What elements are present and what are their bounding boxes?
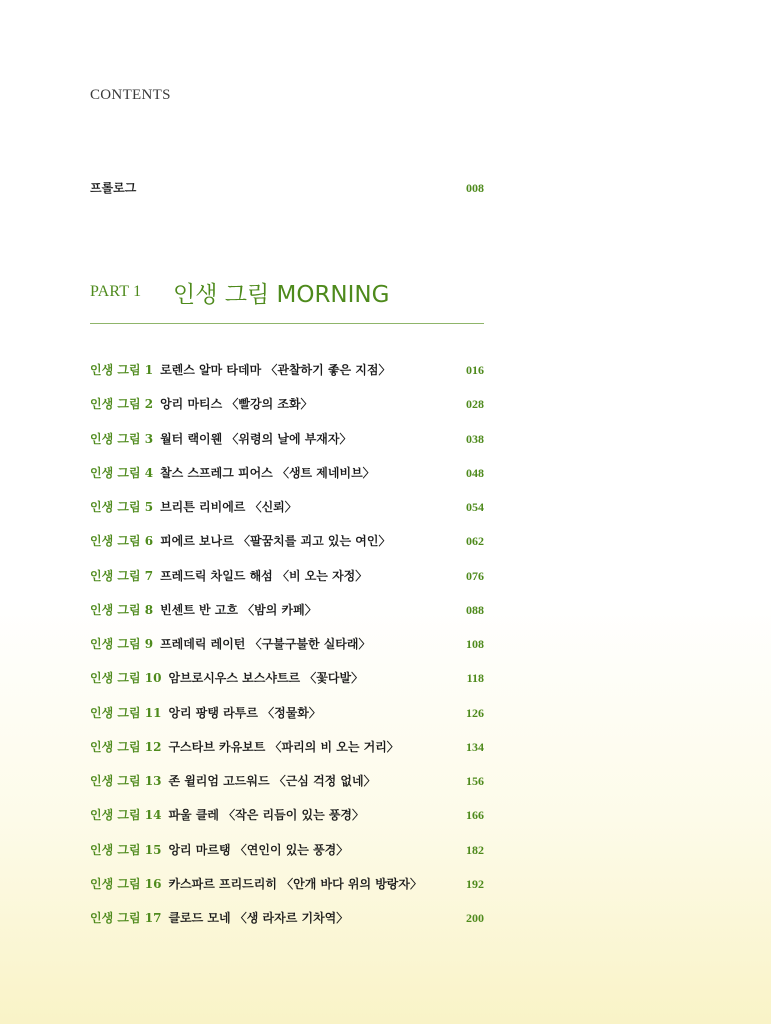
entry-text bbox=[90, 566, 367, 586]
entry-text bbox=[90, 703, 321, 723]
entry-text bbox=[90, 600, 317, 620]
toc-entry[interactable] bbox=[90, 531, 484, 551]
toc-entry[interactable] bbox=[90, 429, 484, 449]
entry-text bbox=[90, 908, 348, 928]
entry-text bbox=[90, 771, 376, 791]
contents-heading: CONTENTS bbox=[90, 87, 171, 103]
page-number: 192 bbox=[466, 876, 484, 891]
page-number: 048 bbox=[466, 465, 484, 480]
page-number: 038 bbox=[466, 431, 484, 446]
entry-text bbox=[90, 634, 371, 654]
toc-entry[interactable] bbox=[90, 771, 484, 791]
page-number: 156 bbox=[466, 774, 484, 788]
entry-title: 카스파르 프리드리히 〈안개 바다 위의 방랑자〉 bbox=[168, 876, 422, 891]
toc-entry[interactable] bbox=[90, 668, 484, 688]
toc-entry[interactable] bbox=[90, 360, 484, 380]
part-title: 인생 그림 MORNING bbox=[173, 282, 390, 308]
toc-entry[interactable] bbox=[90, 394, 484, 414]
page-number: 182 bbox=[466, 842, 484, 857]
entry-title: 프레데릭 레이턴 〈구불구불한 실타래〉 bbox=[160, 637, 371, 651]
entry-title: 피에르 보나르 〈팔꿈치를 괴고 있는 여인〉 bbox=[160, 534, 391, 549]
toc-entry-prologue[interactable] bbox=[90, 178, 484, 198]
entry-text bbox=[90, 805, 364, 825]
toc-entry[interactable] bbox=[90, 566, 484, 586]
page-number: 016 bbox=[466, 363, 484, 377]
toc-entry[interactable] bbox=[90, 463, 484, 483]
page-number: 076 bbox=[466, 568, 484, 583]
entry-number: 인생 그림 6 bbox=[90, 534, 154, 549]
prologue-title: 프롤로그 bbox=[90, 181, 137, 195]
entry-number: 인생 그림 4 bbox=[90, 465, 154, 480]
entry-title: 로렌스 알마 타데마 〈관찰하기 좋은 지점〉 bbox=[160, 363, 391, 377]
toc-entry[interactable] bbox=[90, 840, 484, 860]
entry-number: 인생 그림 3 bbox=[90, 431, 154, 446]
entry-text bbox=[90, 429, 352, 449]
page-number: 118 bbox=[466, 671, 484, 686]
entry-number: 인생 그림 7 bbox=[90, 568, 154, 583]
entry-title: 앙리 마르탱 〈연인이 있는 풍경〉 bbox=[168, 842, 349, 857]
entry-text bbox=[90, 497, 297, 517]
entry-title: 월터 랙이웬 〈위령의 날에 부재자〉 bbox=[160, 431, 352, 446]
entry-text bbox=[90, 737, 399, 757]
page-number: 008 bbox=[466, 181, 484, 195]
toc-entry[interactable] bbox=[90, 703, 484, 723]
entry-title: 앙리 마티스 〈빨강의 조화〉 bbox=[160, 397, 313, 412]
toc-entry[interactable] bbox=[90, 805, 484, 825]
entry-text bbox=[90, 668, 363, 688]
part-label: PART 1 bbox=[90, 283, 142, 300]
entry-text bbox=[90, 360, 390, 380]
entry-number: 인생 그림 9 bbox=[90, 637, 154, 651]
page-number: 054 bbox=[466, 500, 484, 514]
entry-title: 앙리 팡탱 라투르 〈정물화〉 bbox=[168, 705, 321, 720]
toc-entry[interactable] bbox=[90, 737, 484, 757]
entry-number: 인생 그림 5 bbox=[90, 500, 154, 514]
toc-entry[interactable] bbox=[90, 908, 484, 928]
page-number: 126 bbox=[466, 705, 484, 720]
entry-title: 클로드 모네 〈생 라자르 기차역〉 bbox=[168, 911, 349, 925]
entry-number: 인생 그림 16 bbox=[90, 876, 162, 891]
entry-text bbox=[90, 394, 313, 414]
page-number: 200 bbox=[466, 911, 484, 925]
toc-entry[interactable] bbox=[90, 497, 484, 517]
toc-entry[interactable] bbox=[90, 600, 484, 620]
page-number: 134 bbox=[466, 739, 484, 754]
divider bbox=[90, 323, 484, 324]
entry-number: 인생 그림 11 bbox=[90, 705, 162, 720]
entry-number: 인생 그림 12 bbox=[90, 739, 162, 754]
entry-title: 구스타브 카유보트 〈파리의 비 오는 거리〉 bbox=[168, 739, 399, 754]
page-number: 062 bbox=[466, 534, 484, 549]
entry-text bbox=[90, 463, 375, 483]
entry-number: 인생 그림 2 bbox=[90, 397, 154, 412]
page-number: 028 bbox=[466, 397, 484, 412]
entry-title: 프레드릭 차일드 해섬 〈비 오는 자정〉 bbox=[160, 568, 368, 583]
entry-number: 인생 그림 13 bbox=[90, 774, 162, 788]
entry-title: 암브로시우스 보스샤트르 〈꽃다발〉 bbox=[168, 671, 364, 686]
entry-number: 인생 그림 14 bbox=[90, 808, 162, 823]
entry-number: 인생 그림 15 bbox=[90, 842, 162, 857]
toc-entry[interactable] bbox=[90, 874, 484, 894]
entry-title: 파울 클레 〈작은 리듬이 있는 풍경〉 bbox=[168, 808, 365, 823]
entry-title: 빈센트 반 고흐 〈밤의 카페〉 bbox=[160, 602, 317, 617]
entry-number: 인생 그림 8 bbox=[90, 602, 154, 617]
entry-text bbox=[90, 840, 348, 860]
entry-text bbox=[90, 874, 422, 894]
toc-entry[interactable] bbox=[90, 634, 484, 654]
page-number: 166 bbox=[466, 808, 484, 823]
entry-text bbox=[90, 531, 390, 551]
entry-title: 존 윌리엄 고드워드 〈근심 걱정 없네〉 bbox=[168, 774, 376, 788]
page-number: 108 bbox=[466, 637, 484, 651]
entry-number: 인생 그림 17 bbox=[90, 911, 162, 925]
page-number: 088 bbox=[466, 602, 484, 617]
entry-title: 찰스 스프레그 피어스 〈생트 제네비브〉 bbox=[160, 465, 375, 480]
entry-title: 브리튼 리비에르 〈신뢰〉 bbox=[160, 500, 297, 514]
entry-number: 인생 그림 10 bbox=[90, 671, 162, 686]
entry-number: 인생 그림 1 bbox=[90, 363, 154, 377]
